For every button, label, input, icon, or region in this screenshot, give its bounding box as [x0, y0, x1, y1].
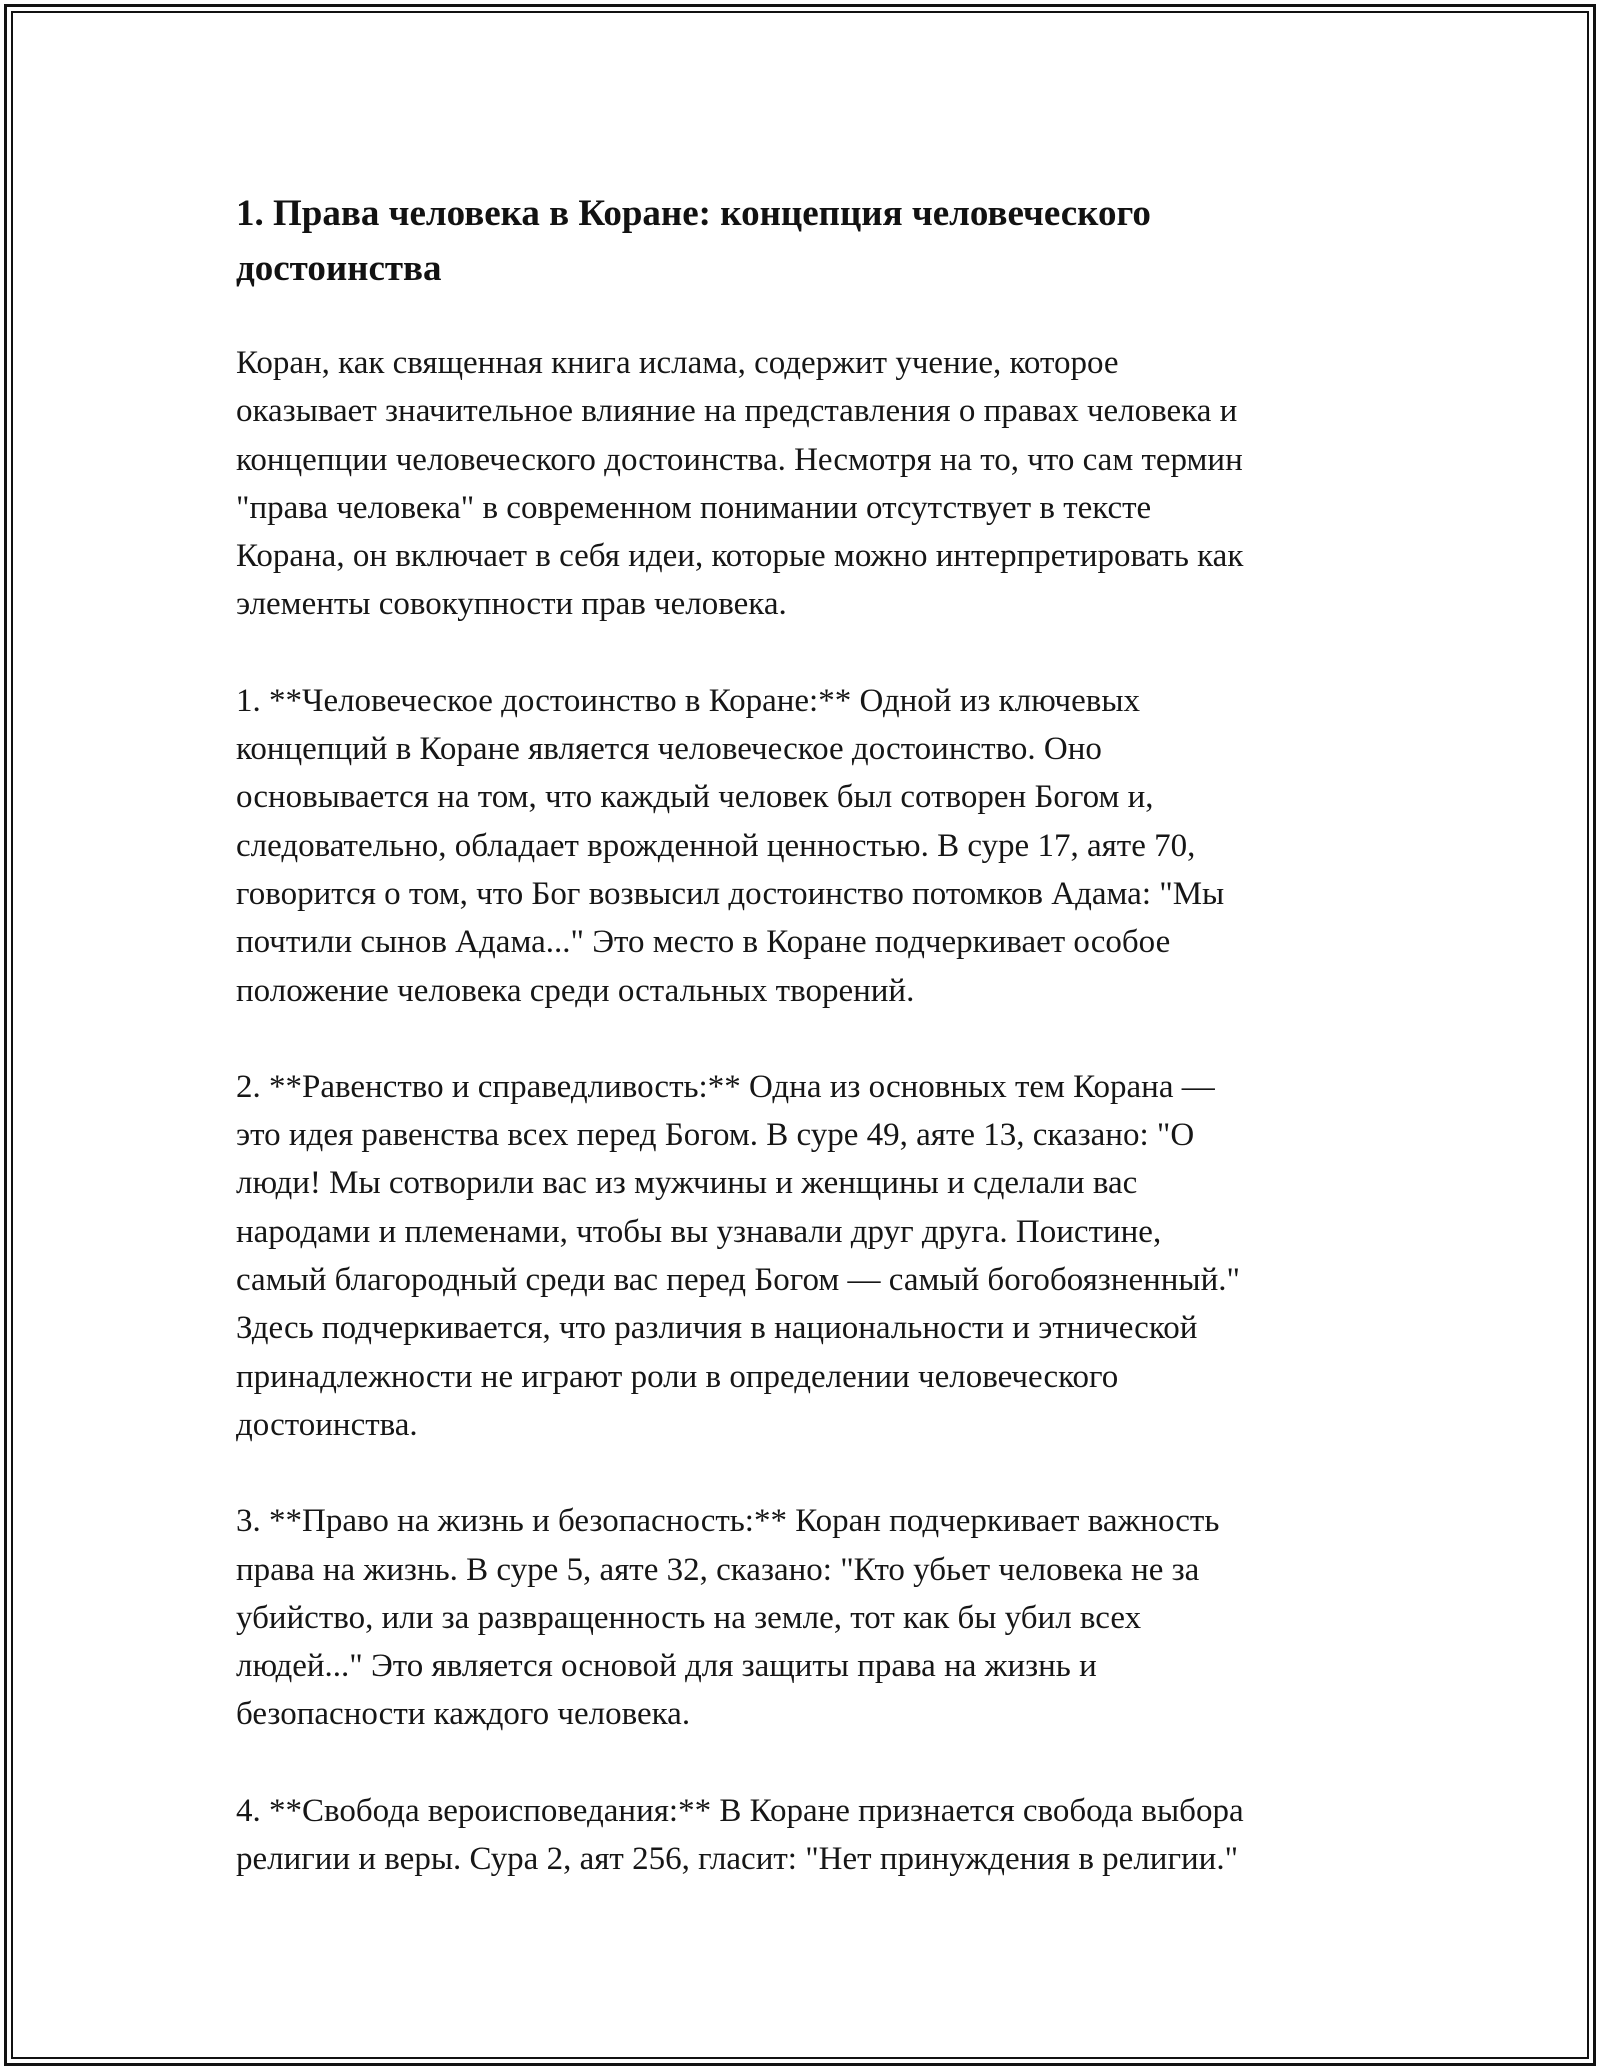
document-heading: 1. Права человека в Коране: концепция человеческого достоинства [236, 193, 1151, 289]
equality-justice-paragraph: 2. **Равенство и справедливость:** Одна из основных тем Корана — это идея равенства всех перед Богом. В суре 49, аяте 13, сказано: "О люди! Мы сотворили вас из мужчины и женщины и сделали вас народами и племенами, чтобы вы узнавали друг друга. Поистине, самый благородный среди вас перед Богом — самый богобоязненный." Здесь подчеркивается, что различия в национальности и этнической принадлежности не играют роли в определении человеческого достоинства. [236, 1068, 1240, 1443]
right-to-life-paragraph: 3. **Право на жизнь и безопасность:** Коран подчеркивает важность права на жизнь. В суре 5, аяте 32, сказано: "Кто убьет человека не за убийство, или за развращенность на земле, тот как бы убил всех людей..." Это является основой для защиты права на жизнь и безопасности каждого человека. [236, 1503, 1220, 1733]
freedom-of-religion-paragraph: 4. **Свобода вероисповедания:** В Коране признается свобода выбора религии и веры. Сура 2, аят 256, гласит: "Нет принуждения в религии." [236, 1792, 1244, 1878]
human-dignity-paragraph: 1. **Человеческое достоинство в Коране:** Одной из ключевых концепций в Коране является человеческое достоинство. Оно основывается на том, что каждый человек был сотворен Богом и, следовательно, обладает врожденной ценностью. В суре 17, аяте 70, говорится о том, что Бог возвысил достоинство потомков Адама: "Мы почтили сынов Адама..." Это место в Коране подчеркивает особое положение человека среди остальных творений. [236, 682, 1225, 1009]
document-content [236, 186, 1396, 1931]
intro-paragraph: Коран, как священная книга ислама, содержит учение, которое оказывает значительное влияние на представления о правах человека и концепции человеческого достоинства. Несмотря на то, что сам термин "права человека" в современном понимании отсутствует в тексте Корана, он включает в себя идеи, которые можно интерпретировать как элементы совокупности прав человека. [236, 345, 1244, 623]
